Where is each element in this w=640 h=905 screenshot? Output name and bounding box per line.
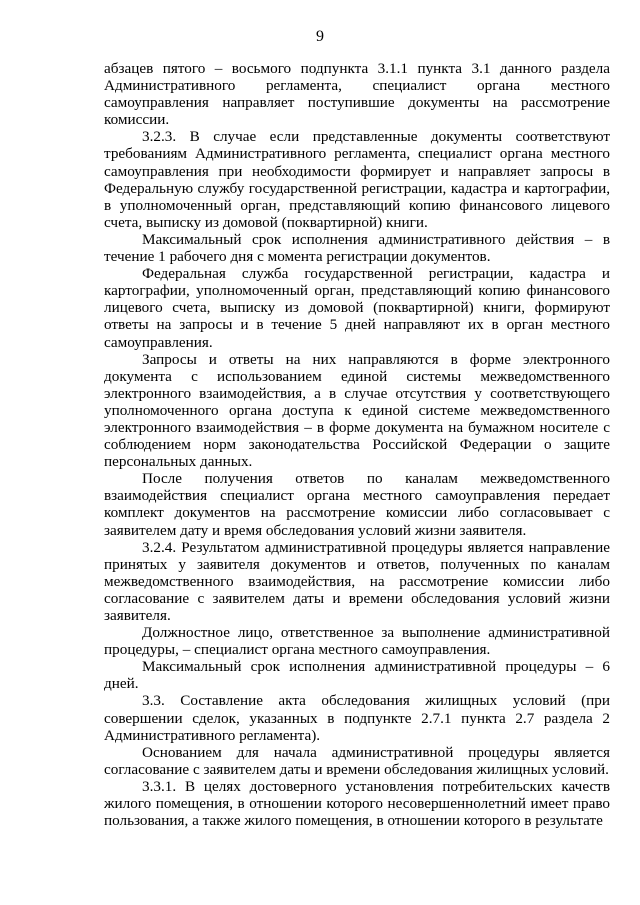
document-body — [104, 60, 610, 829]
paragraph-federal-service: Федеральная служба государственной регистрации, кадастра и картографии, уполномоченный орган, представляющий копию финансового лицевого счета, выписку из домовой (поквартирной) книги, формируют ответы на запросы и в течение 5 дней направляют их в орган местного самоуправления. — [104, 265, 610, 351]
paragraph-continuation: абзацев пятого – восьмого подпункта 3.1.1 пункта 3.1 данного раздела Административного регламента, специалист органа местного самоуправления направляет поступившие документы на рассмотрение комиссии. — [104, 60, 610, 129]
paragraph-deadline-procedure: Максимальный срок исполнения административной процедуры – 6 дней. — [104, 658, 610, 693]
paragraph-3-2-4: 3.2.4. Результатом административной процедуры является направление принятых у заявителя документов и ответов, полученных по каналам межведомственного взаимодействия, на рассмотрение комиссии либо согласование с заявителем даты и времени обследования условий жизни заявителя. — [104, 538, 610, 624]
paragraph-basis: Основанием для начала административной процедуры является согласование с заявителем даты и времени обследования жилищных условий. — [104, 743, 610, 778]
paragraph-3-2-3: 3.2.3. В случае если представленные документы соответствуют требованиям Административного регламента, специалист органа местного самоуправления при необходимости формирует и направляет запросы в Федеральную службу государственной регистрации, кадастра и картографии, в уполномоченный орган, представляющий копию финансового лицевого счета, выписку из домовой (поквартирной) книги. — [104, 128, 610, 231]
paragraph-3-3-heading: 3.3. Составление акта обследования жилищных условий (при совершении сделок, указанных в подпункте 2.7.1 пункта 2.7 раздела 2 Административного регламента). — [104, 692, 610, 744]
paragraph-3-3-1: 3.3.1. В целях достоверного установления потребительских качеств жилого помещения, в отношении которого несовершеннолетний имеет право пользования, а также жилого помещения, в отношении которого в результате — [104, 777, 610, 830]
page-number: 9 — [316, 28, 324, 45]
paragraph-responsible-official: Должностное лицо, ответственное за выполнение административной процедуры, – специалист органа местного самоуправления. — [104, 624, 610, 659]
paragraph-requests-form: Запросы и ответы на них направляются в форме электронного документа с использованием единой системы межведомственного электронного взаимодействия, а в случае отсутствия у соответствующего уполномоченного органа доступа к единой системе межведомственного электронного взаимодействия – в форме документа на бумажном носителе с соблюдением норм законодательства Российской Федерации о защите персональных данных. — [104, 350, 610, 471]
paragraph-after-answers: После получения ответов по каналам межведомственного взаимодействия специалист органа местного самоуправления передает комплект документов на рассмотрение комиссии либо согласовывает с заявителем дату и время обследования условий жизни заявителя. — [104, 470, 610, 539]
paragraph-deadline-action: Максимальный срок исполнения административного действия – в течение 1 рабочего дня с момента регистрации документов. — [104, 230, 610, 266]
